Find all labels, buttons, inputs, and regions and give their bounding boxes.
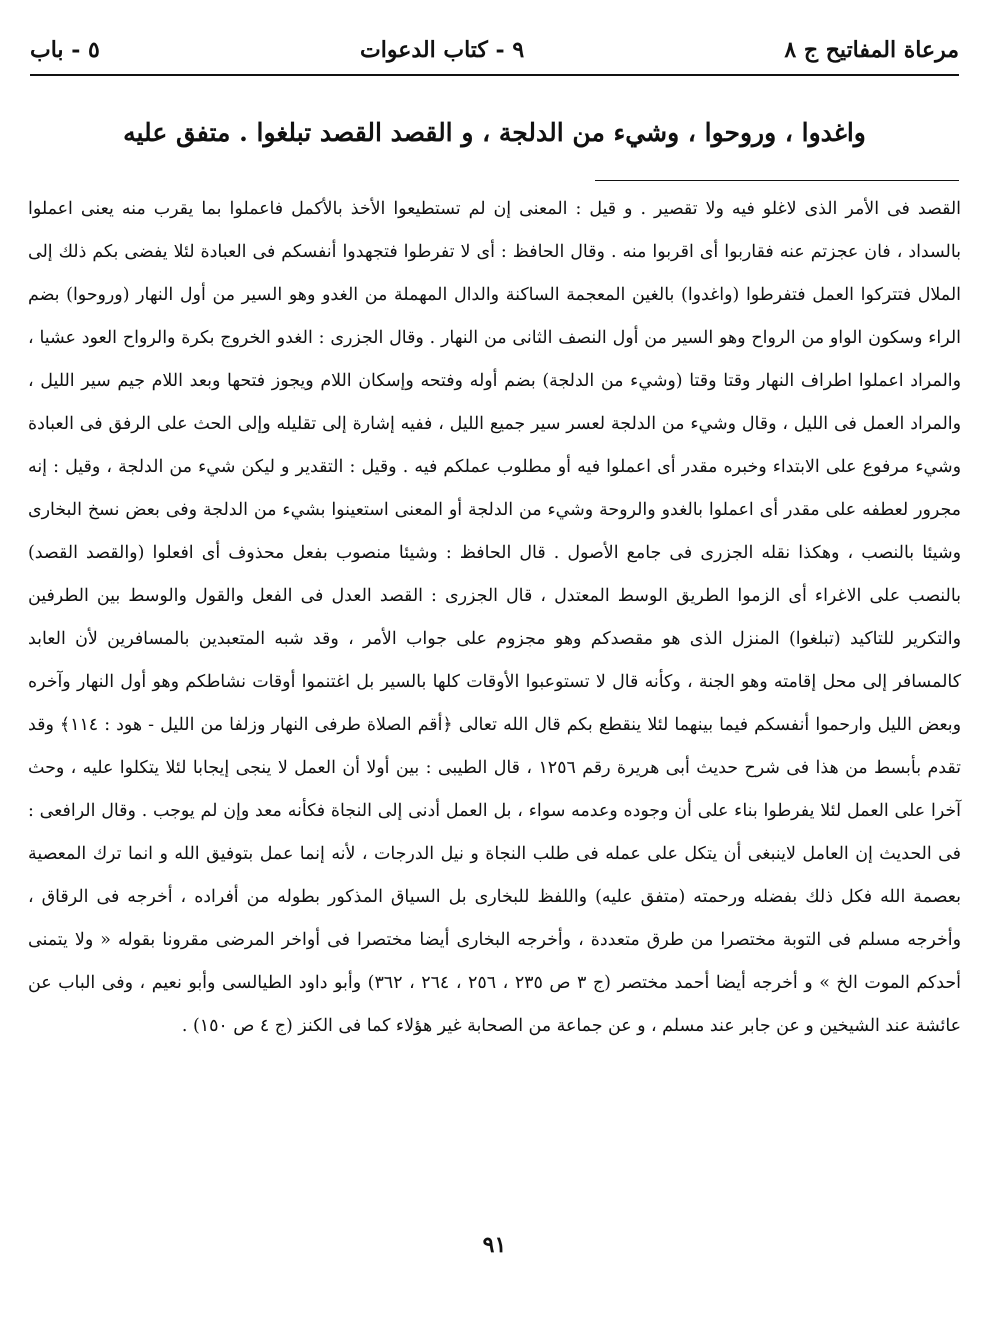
book-volume-title: مرعاة المفاتيح ج ٨: [784, 37, 959, 63]
hadith-text: واغدوا ، وروحوا ، وشيء من الدلجة ، و القصد القصد تبلغوا . متفق عليه: [123, 118, 866, 147]
commentary-body: [28, 188, 961, 1224]
running-header: [30, 30, 959, 70]
commentary-paragraph: القصد فى الأمر الذى لاغلو فيه ولا تقصير . و قيل : المعنى إن لم تستطيعوا الأخذ بالأكمل فاعملوا بما يقرب منه يعنى اعملوا بالسداد ، فان عجزتم عنه فقاربوا أى اقربوا منه . وقال الحافظ : أى لا تفرطوا فتجهدوا أنفسكم فى العبادة لئلا يفضى بكم ذلك إلى الملال فتتركوا العمل فتفرطوا (واغدوا) بالغين المعجمة الساكنة والدال المهملة من الغدو وهو السير من أول النهار (وروحوا) بضم الراء وسكون الواو من الرواح وهو السير من أول النصف الثانى من النهار . وقال الجزرى : الغدو الخروج بكرة والرواح العود عشيا ، والمراد اعملوا اطراف النهار وقتا وقتا (وشيء من الدلجة) بضم أوله وفتحه وإسكان اللام ويجوز فتحها وبعد اللام جيم سير الليل ، والمراد العمل فى الليل ، وقال وشيء من الدلجة لعسر سير جميع الليل ، ففيه إشارة إلى تقليله وإلى الحث على الرفق فى العبادة وشيء مرفوع على الابتداء وخبره مقدر أى اعملوا فيه أو مطلوب عملكم فيه . وقيل : التقدير و ليكن شيء من الدلجة ، وقيل : إنه مجرور لعطفه على مقدر أى اعملوا بالغدو والروحة وشيء من الدلجة أو المعنى استعينوا بشيء من الدلجة وفى بعض نسخ البخارى وشيئا بالنصب ، وهكذا نقله الجزرى فى جامع الأصول . قال الحافظ : وشيئا منصوب بفعل محذوف أى افعلوا (والقصد القصد) بالنصب على الاغراء أى الزموا الطريق الوسط المعتدل ، قال الجزرى : القصد العدل فى الفعل والقول والوسط بين الطرفين والتكرير للتاكيد (تبلغوا) المنزل الذى هو مقصدكم وهو مجزوم على جواب الأمر ، وقد شبه المتعبدين بالمسافرين لأن العابد كالمسافر إلى محل إقامته وهو الجنة ، وكأنه قال لا تستوعبوا الأوقات كلها بالسير بل اغتنموا أوقات نشاطكم وهو أول النهار وآخره وبعض الليل وارحموا أنفسكم فيما بينهما لئلا ينقطع بكم قال الله تعالى ﴿أقم الصلاة طرفى النهار وزلفا من الليل - هود : ١١٤﴾ وقد تقدم بأبسط من هذا فى شرح حديث أبى هريرة رقم ١٢٥٦ ، قال الطيبى : بين أولا أن العمل لا ينجى إيجابا لئلا يتكلوا عليه ، وحث آخرا على العمل لئلا يفرطوا بناء على أن وجوده وعدمه سواء ، بل العمل أدنى إلى النجاة فكأنه معد وإن لم يوجب . وقال الرافعى : فى الحديث إن العامل لاينبغى أن يتكل على عمله فى طلب النجاة و نيل الدرجات ، لأنه إنما عمل بتوفيق الله و انما ترك المعصية بعصمة الله فكل ذلك بفضله ورحمته (متفق عليه) واللفظ للبخارى بل السياق المذكور بطوله من أفراده ، أخرجه فى الرقاق ، وأخرجه مسلم فى التوبة مختصرا من طرق متعددة ، وأخرجه البخارى أيضا مختصرا فى أواخر المرضى مقرونا بقوله « ولا يتمنى أحدكم الموت الخ » و أخرجه أيضا أحمد مختصر (ج ٣ ص ٢٣٥ ، ٢٥٦ ، ٢٦٤ ، ٣٦٢) وأبو داود الطيالسى وأبو نعيم ، وفى الباب عن عائشة عند الشيخين و عن جابر عند مسلم ، و عن جماعة من الصحابة غير هؤلاء كما فى الكنز (ج ٤ ص ١٥٠) .: [28, 199, 962, 1036]
chapter-reference: ٥ - باب: [30, 37, 100, 63]
book-section-title: ٩ - كتاب الدعوات: [360, 37, 525, 63]
footnote-divider: [595, 180, 959, 181]
header-divider: [30, 74, 959, 76]
page-number: ٩١: [482, 1232, 507, 1258]
